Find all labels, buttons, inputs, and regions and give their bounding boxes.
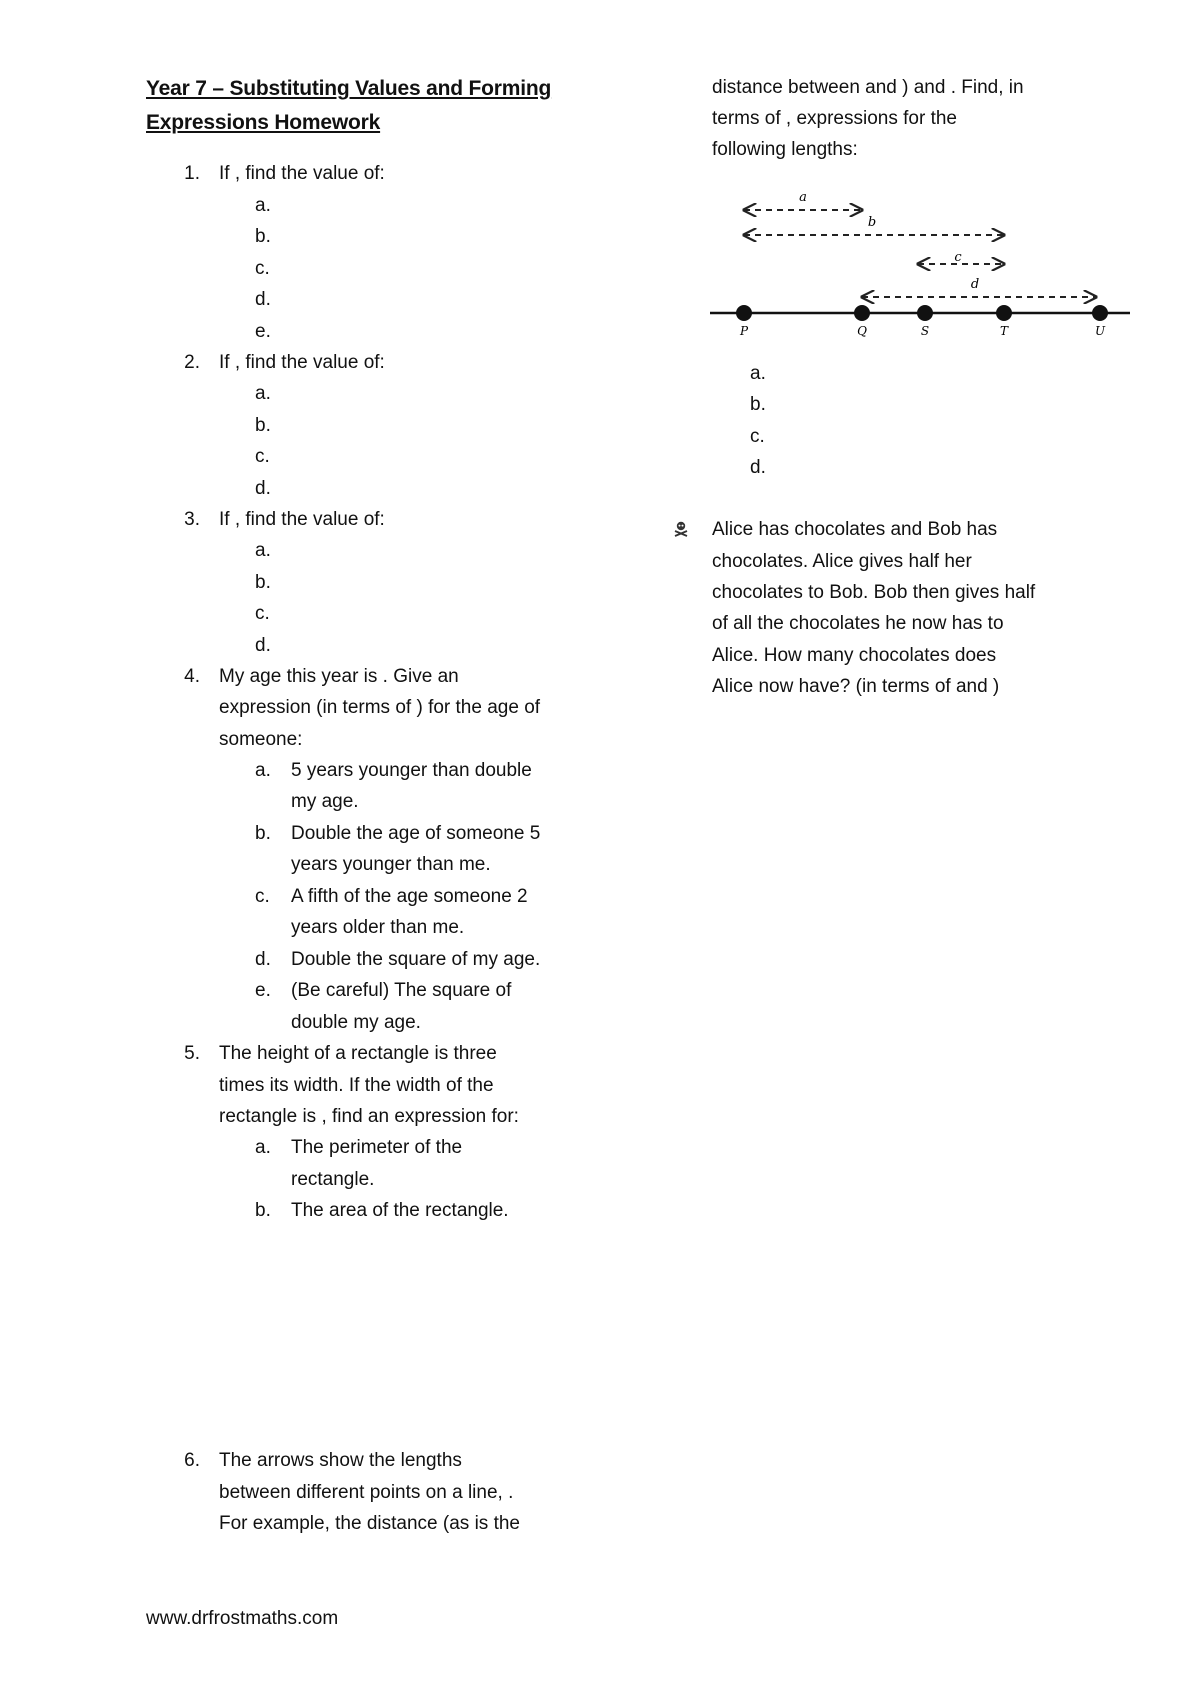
part-text: (Be careful) The square of (291, 980, 512, 1001)
question-text-continued: terms of , expressions for the (712, 108, 957, 129)
question-text: The height of a rectangle is three (219, 1043, 497, 1064)
point-t (996, 305, 1012, 321)
point-label-q: Q (857, 324, 867, 338)
question-text: The arrows show the lengths (219, 1450, 462, 1471)
extension-text: Alice has chocolates and Bob has (712, 519, 998, 540)
question-text-continued: distance between and ) and . Find, in (712, 77, 1024, 98)
arrow-label-d: d (970, 277, 980, 292)
part-label: b. (255, 415, 271, 436)
question-text: times its width. If the width of the (219, 1075, 494, 1096)
question-text-continued: following lengths: (712, 139, 858, 160)
part-label: a. (255, 195, 271, 216)
question-text: If , find the value of: (219, 163, 385, 184)
part-label: d. (255, 635, 271, 656)
part-label: b. (255, 226, 271, 247)
part-label: d. (255, 478, 271, 499)
part-label: d. (255, 289, 271, 310)
question-number: 6. (184, 1450, 200, 1471)
part-text: Double the age of someone 5 (291, 823, 541, 844)
part-label: b. (255, 572, 271, 593)
part-label: a. (750, 363, 766, 384)
extension-text: chocolates to Bob. Bob then gives half (712, 582, 1036, 603)
arrow-label-a: a (799, 190, 807, 205)
part-text: The perimeter of the (291, 1137, 463, 1158)
part-label: a. (255, 760, 271, 781)
part-label: d. (255, 949, 271, 970)
point-p (736, 305, 752, 321)
page-title (146, 72, 586, 140)
question-text: rectangle is , find an expression for: (219, 1106, 519, 1127)
point-label-p: P (739, 324, 749, 338)
part-text: rectangle. (291, 1169, 375, 1190)
part-label: a. (255, 383, 271, 404)
question-text: If , find the value of: (219, 509, 385, 530)
question-number: 3. (184, 509, 200, 530)
part-label: e. (255, 980, 271, 1001)
part-text: my age. (291, 791, 359, 812)
footer-url: www.drfrostmaths.com (146, 1608, 339, 1629)
arrow-label-c: c (954, 250, 962, 265)
part-label: c. (255, 258, 270, 279)
point-label-s: S (920, 324, 930, 338)
question-text: someone: (219, 729, 303, 750)
question-number: 2. (184, 352, 200, 373)
title-line-2: Expressions Homework (146, 111, 381, 134)
question-number: 1. (184, 163, 200, 184)
number-line-diagram (700, 182, 1140, 342)
skull-crossbones-icon (672, 520, 690, 538)
extension-text: chocolates. Alice gives half her (712, 551, 972, 572)
part-label: d. (750, 457, 766, 478)
question-text: expression (in terms of ) for the age of (219, 697, 541, 718)
part-text: Double the square of my age. (291, 949, 541, 970)
title-line-1: Year 7 – Substituting Values and Forming (146, 77, 552, 100)
question-text: My age this year is . Give an (219, 666, 459, 687)
part-text: years younger than me. (291, 854, 491, 875)
question-text: For example, the distance (as is the (219, 1513, 520, 1534)
part-label: c. (255, 446, 270, 467)
part-text: 5 years younger than double (291, 760, 532, 781)
part-label: b. (255, 1200, 271, 1221)
part-label: e. (255, 321, 271, 342)
part-text: A fifth of the age someone 2 (291, 886, 528, 907)
question-number: 4. (184, 666, 200, 687)
part-text: The area of the rectangle. (291, 1200, 509, 1221)
question-number: 5. (184, 1043, 200, 1064)
arrow-label-b: b (867, 215, 877, 230)
part-text: years older than me. (291, 917, 465, 938)
part-label: a. (255, 1137, 271, 1158)
part-label: a. (255, 540, 271, 561)
extension-text: Alice now have? (in terms of and ) (712, 676, 1000, 697)
question-text: If , find the value of: (219, 352, 385, 373)
point-u (1092, 305, 1108, 321)
extension-text: of all the chocolates he now has to (712, 613, 1004, 634)
point-q (854, 305, 870, 321)
point-label-u: U (1094, 324, 1106, 338)
extension-text: Alice. How many chocolates does (712, 645, 997, 666)
part-label: c. (255, 603, 270, 624)
point-s (917, 305, 933, 321)
part-label: c. (255, 886, 270, 907)
point-label-t: T (999, 324, 1009, 338)
part-text: double my age. (291, 1012, 421, 1033)
question-text: between different points on a line, . (219, 1482, 514, 1503)
part-label: b. (750, 394, 766, 415)
part-label: b. (255, 823, 271, 844)
part-label: c. (750, 426, 765, 447)
